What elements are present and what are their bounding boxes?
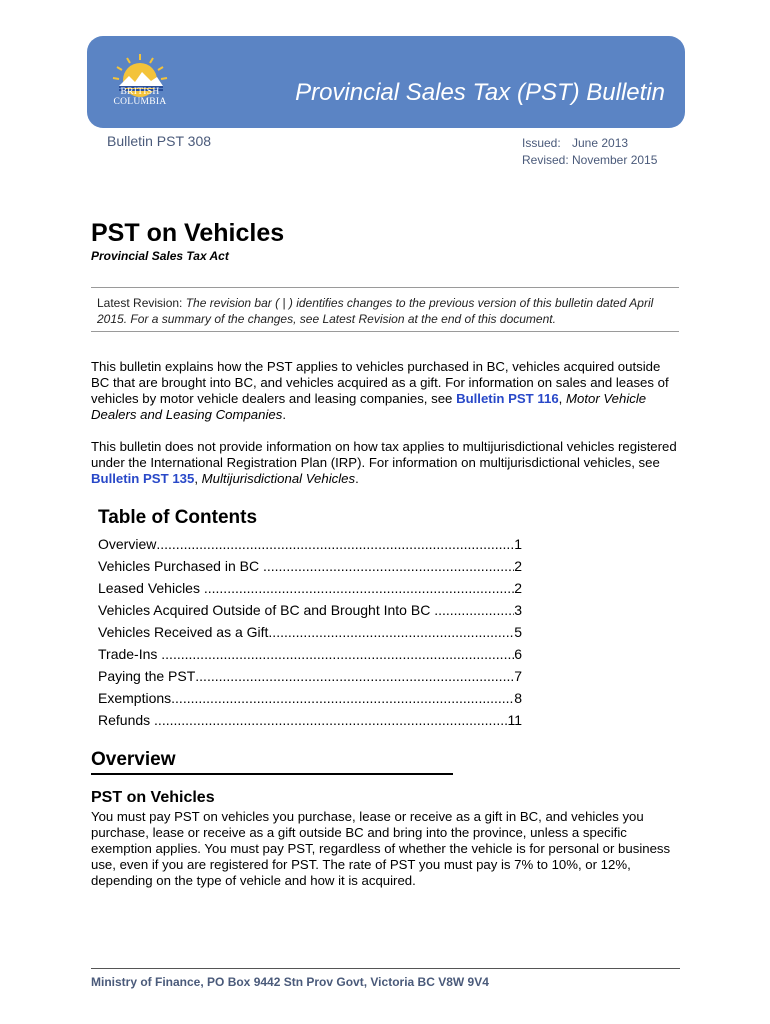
revision-label: Latest Revision: [97,296,186,310]
revised-value: November 2015 [572,153,658,167]
revised-row [522,152,657,169]
toc-title: Table of Contents [98,507,258,528]
toc-entry[interactable] [98,536,522,558]
toc-leader-dots [171,690,514,706]
intro-p2-sep: , [194,471,202,486]
intro-paragraph-1 [91,359,681,423]
logo-line-1: BRITISH [120,87,160,97]
intro-p1-text: This bulletin explains how the PST applies to vehicles purchased in BC, vehicles acquired outside BC that are brought into BC, and vehicles acquired as a gift. For information on sales and leases of vehicles by motor vehicle dealers and leasing companies, see [91,359,669,406]
toc-entry-page: 8 [514,690,522,706]
toc-entry-label: Vehicles Acquired Outside of BC and Brought Into BC [98,602,435,618]
toc-entry-label: Paying the PST [98,668,196,684]
toc-entry-page: 2 [514,558,522,574]
intro-p1-italic: Motor Vehicle Dealers and Leasing Companies [91,391,647,422]
toc-entry-page: 7 [514,668,522,684]
intro-p1-sep: , [558,391,566,406]
bc-logo-wordmark [105,87,175,107]
intro-p2-italic: Multijurisdictional Vehicles [201,471,356,486]
toc-entry-label: Vehicles Received as a Gift [98,624,269,640]
toc-entry-label: Vehicles Purchased in BC [98,558,263,574]
page-title: PST on Vehicles [91,219,285,247]
toc-leader-dots [154,712,507,728]
toc-entry-page: 6 [514,646,522,662]
toc-entry[interactable] [98,668,522,690]
revision-text-block [97,295,679,327]
toc-entry-label: Leased Vehicles [98,580,204,596]
page-subtitle: Provincial Sales Tax Act [91,249,229,263]
toc-leader-dots [434,602,514,618]
bulletin-135-link[interactable]: Bulletin PST 135 [91,471,195,486]
toc-entry[interactable] [98,602,522,624]
overview-body: You must pay PST on vehicles you purchase, lease or receive as a gift in BC, and vehicles you purchase, lease or receive as a gift outside BC and bring into the province, unless a specific exemption applies. You must pay PST, regardless of whether the vehicle is for personal or business use, even if you are registered for PST. The rate of PST you must pay is 7% to 10%, or 12%, depending on the type of vehicle and how it is acquired. [91,809,671,888]
toc-entry-page: 11 [507,712,522,728]
toc-leader-dots [268,624,514,640]
intro-p2-text: This bulletin does not provide information on how tax applies to multijurisdictional vehicles registered under the International Registration Plan (IRP). For information on multijurisdictional vehicles, see [91,439,677,470]
toc-entry-label: Refunds [98,712,155,728]
bulletin-dates [522,135,657,169]
revision-notice [91,287,679,332]
overview-subheading: PST on Vehicles [91,789,215,806]
toc-entry-page: 2 [514,580,522,596]
toc-entry-page: 1 [514,536,522,552]
table-of-contents [98,536,522,734]
intro-paragraph-2 [91,439,681,487]
logo-line-2: COLUMBIA [113,97,167,107]
issued-value: June 2013 [572,136,629,150]
toc-entry-label: Trade-Ins [98,646,162,662]
toc-entry[interactable] [98,624,522,646]
intro-p1-end: . [282,407,287,422]
issued-label: Issued: [522,136,561,150]
banner-title: Provincial Sales Tax (PST) Bulletin [295,79,665,106]
issued-row [522,135,657,152]
toc-entry[interactable] [98,558,522,580]
bulletin-116-link[interactable]: Bulletin PST 116 [456,391,559,406]
revised-label: Revised: [522,153,569,167]
toc-entry[interactable] [98,712,522,734]
intro-p2-end: . [355,471,359,486]
toc-entry-page: 3 [514,602,522,618]
toc-leader-dots [161,646,514,662]
toc-entry-page: 5 [514,624,522,640]
toc-entry[interactable] [98,580,522,602]
footer-address: Ministry of Finance, PO Box 9442 Stn Prov Govt, Victoria BC V8W 9V4 [91,975,489,989]
revision-text: The revision bar ( | ) identifies changes to the previous version of this bulletin dated April 2015. For a summary of the changes, see Latest Revision at the end of this document. [97,296,654,326]
toc-leader-dots [204,580,514,596]
toc-leader-dots [263,558,514,574]
toc-leader-dots [156,536,514,552]
toc-entry[interactable] [98,646,522,668]
toc-leader-dots [195,668,514,684]
toc-entry-label: Exemptions [98,690,172,706]
toc-entry-label: Overview [98,536,157,552]
header-banner [87,36,685,128]
bulletin-number: Bulletin PST 308 [107,133,212,149]
overview-heading: Overview [91,749,453,775]
footer-divider [91,968,680,969]
toc-entry[interactable] [98,690,522,712]
